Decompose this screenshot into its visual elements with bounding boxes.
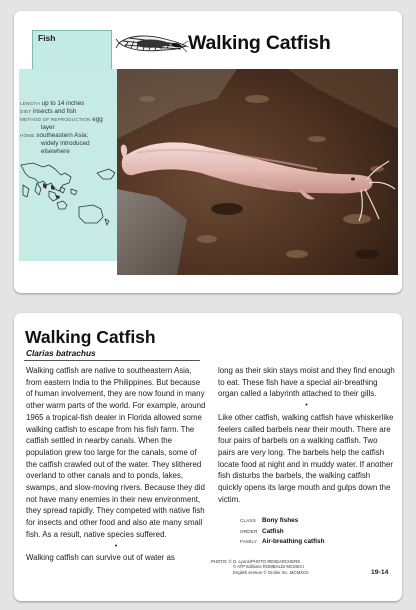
text-column-right: [218, 365, 395, 505]
paragraph-3: Like other catfish, walking catfish have whiskerlike feelers called barbels near their mouth. There are four pairs of barbels on a walking catfish. Two pairs are very long. The barbels help the catfish locate food at night and in muddy water. If another fish disturbs the barbels, the walking catfish quickly opens its large mouth and gulps down the victim.: [218, 412, 394, 504]
credit-line-2: © ATP Editions ROMBALDI MCMXCI: [233, 564, 304, 570]
bullet-separator: •: [305, 402, 308, 410]
front-card: [14, 11, 402, 293]
card-number: 19-14: [371, 569, 389, 576]
credit-line-3: English version © Grolier Inc. MCMXCII: [233, 569, 309, 575]
credit-line-1: PHOTO: © D. Lyons/PHOTO RESEARCHERS: [211, 559, 301, 564]
fact-home-cont-1: widely introduced: [41, 140, 90, 147]
family-row: FAMILY Air-breathing catfish: [240, 538, 325, 545]
catfish-photo: [117, 69, 398, 275]
photo-credits: [211, 559, 309, 575]
bullet-separator: •: [114, 542, 118, 550]
back-card: [14, 313, 402, 601]
classification: [240, 516, 325, 548]
world-map-icon: [19, 159, 117, 231]
order-row: ORDER Catfish: [240, 527, 284, 535]
class-row: CLASS Bony fishes: [240, 517, 299, 524]
fact-home-cont-2: elsewhere: [41, 148, 70, 155]
fish-logo-icon: [115, 30, 190, 60]
scientific-name: Clarias batrachus: [26, 348, 96, 358]
category-label: Fish: [38, 33, 56, 43]
title-divider: [24, 360, 200, 361]
fact-home: HOME southeastern Asia;: [20, 132, 89, 139]
fact-diet: DIET insects and fish: [20, 108, 77, 115]
fact-reproduction: METHOD OF REPRODUCTION egg: [20, 116, 103, 123]
paragraph-2-end: long as their skin stays moist and they find enough to eat. These fish have a special air-breathing organ called a labyrinth attached to their gills.: [218, 366, 395, 399]
paragraph-2-start: Walking catfish can survive out of water as: [26, 553, 175, 563]
text-column-left: [26, 365, 206, 564]
card-title: Walking Catfish: [188, 32, 331, 54]
fact-reproduction-cont: layer: [41, 124, 55, 131]
back-title: Walking Catfish: [25, 327, 156, 347]
fact-length: LENGTH up to 14 inches: [20, 100, 85, 107]
facts-list: [20, 100, 115, 156]
paragraph-1: Walking catfish are native to southeastern Asia, from eastern India to the Philippines. But because of human involvement, they are now found in many other warm parts of the world. For example, around 1965 a tropical-fish dealer in Florida allowed some walking catfish to escape from his fish farm. The catfish settled in nearby canals. When the population grew too large for the canals, some of the catfish crawled out of the water. They slithered overland to other canals and to ponds, lakes, swamps, and slow-moving rivers. Because they did not have many enemies in their new environment, they spread rapidly. They competed with native fish for insects and other food and also ate many small fish. As a result, native species suffered.: [26, 366, 206, 539]
